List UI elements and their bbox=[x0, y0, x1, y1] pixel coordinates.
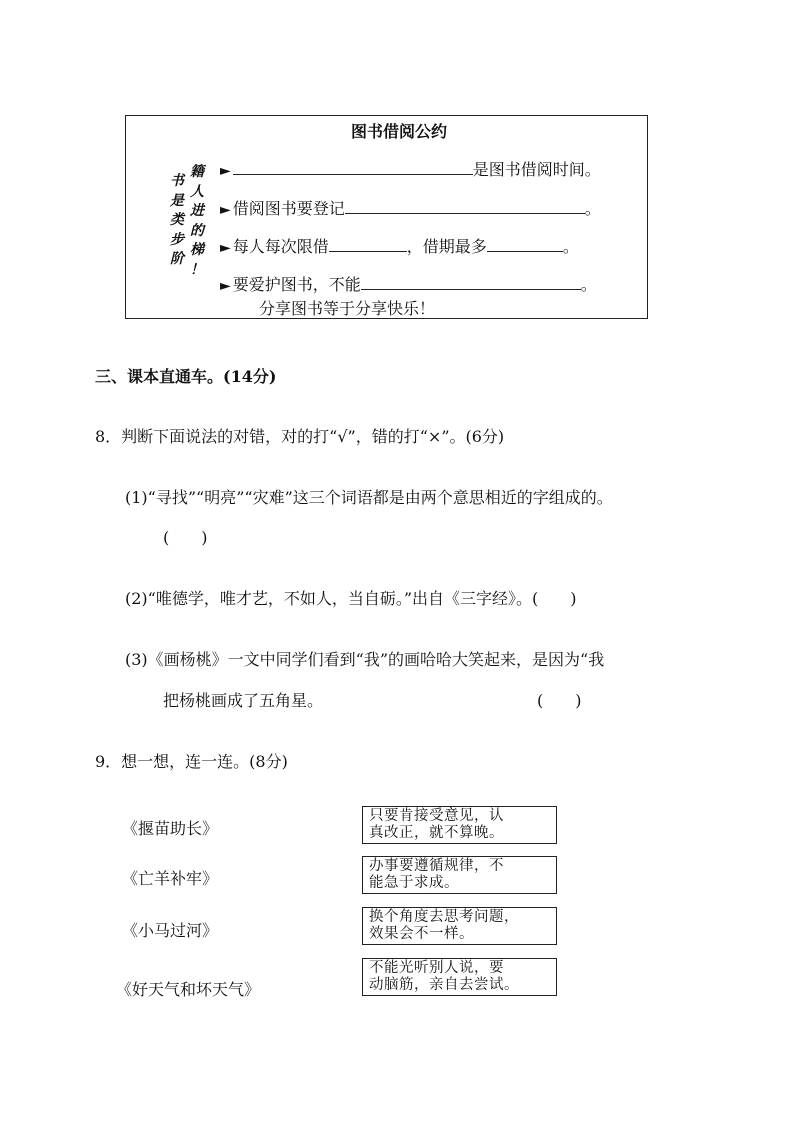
rule-1: ► 是图书借阅时间。 bbox=[220, 156, 601, 180]
idiom-item[interactable]: 《亡羊补牢》 bbox=[122, 869, 219, 888]
question-9-stem: 9．想一想，连一连。(8分) bbox=[95, 752, 288, 771]
meaning-box[interactable]: 不能光听别人说，要 动脑筋，亲自去尝试。 bbox=[362, 958, 557, 996]
rule-3: ► 每人每次限借 ，借期最多 。 bbox=[220, 233, 579, 257]
rule-2: ► 借阅图书要登记 。 bbox=[220, 195, 601, 219]
rule-4: ► 要爱护图书，不能 。 bbox=[220, 271, 597, 295]
idiom-item[interactable]: 《好天气和坏天气》 bbox=[116, 980, 261, 999]
answer-blank[interactable] bbox=[361, 271, 581, 290]
answer-paren[interactable]: ( ) bbox=[537, 691, 582, 710]
bullet-triangle-icon: ► bbox=[220, 240, 231, 256]
idiom-item[interactable]: 《小马过河》 bbox=[122, 921, 219, 940]
motto-column-right: 籍 人 进 的 梯 ！ bbox=[190, 164, 204, 278]
borrowing-notice-box bbox=[125, 115, 648, 319]
notice-title: 图书借阅公约 bbox=[351, 122, 448, 141]
question-8-item-3: (3)《画杨桃》一文中同学们看到“我”的画哈哈大笑起来，是因为“我 bbox=[125, 650, 605, 669]
answer-blank[interactable] bbox=[329, 233, 407, 252]
meaning-box[interactable]: 只要肯接受意见，认 真改正，就不算晚。 bbox=[362, 806, 557, 844]
question-8-item-1: (1)“寻找”“明亮”“灾难”这三个词语都是由两个意思相近的字组成的。 bbox=[125, 488, 613, 507]
bullet-triangle-icon: ► bbox=[220, 202, 231, 218]
bullet-triangle-icon: ► bbox=[220, 278, 231, 294]
meaning-box[interactable]: 办事要遵循规律，不 能急于求成。 bbox=[362, 856, 557, 894]
answer-blank[interactable] bbox=[233, 156, 473, 175]
answer-blank[interactable] bbox=[487, 233, 563, 252]
motto-column-left: 书 是 类 步 阶 bbox=[170, 173, 184, 267]
section-title: 三、课本直通车。(14分) bbox=[95, 367, 277, 386]
question-8-stem: 8．判断下面说法的对错，对的打“√”，错的打“×”。(6分) bbox=[95, 427, 505, 446]
question-8-item-2: (2)“唯德学，唯才艺，不如人，当自砺。”出自《三字经》。( ) bbox=[125, 589, 577, 608]
notice-footer: 分享图书等于分享快乐！ bbox=[259, 299, 436, 318]
bullet-triangle-icon: ► bbox=[220, 163, 231, 179]
answer-blank[interactable] bbox=[345, 195, 585, 214]
answer-paren[interactable]: ( ) bbox=[163, 528, 208, 547]
idiom-item[interactable]: 《揠苗助长》 bbox=[122, 819, 219, 838]
meaning-box[interactable]: 换个角度去思考问题， 效果会不一样。 bbox=[362, 907, 557, 945]
question-8-item-3-cont: 把杨桃画成了五角星。 bbox=[163, 691, 324, 710]
